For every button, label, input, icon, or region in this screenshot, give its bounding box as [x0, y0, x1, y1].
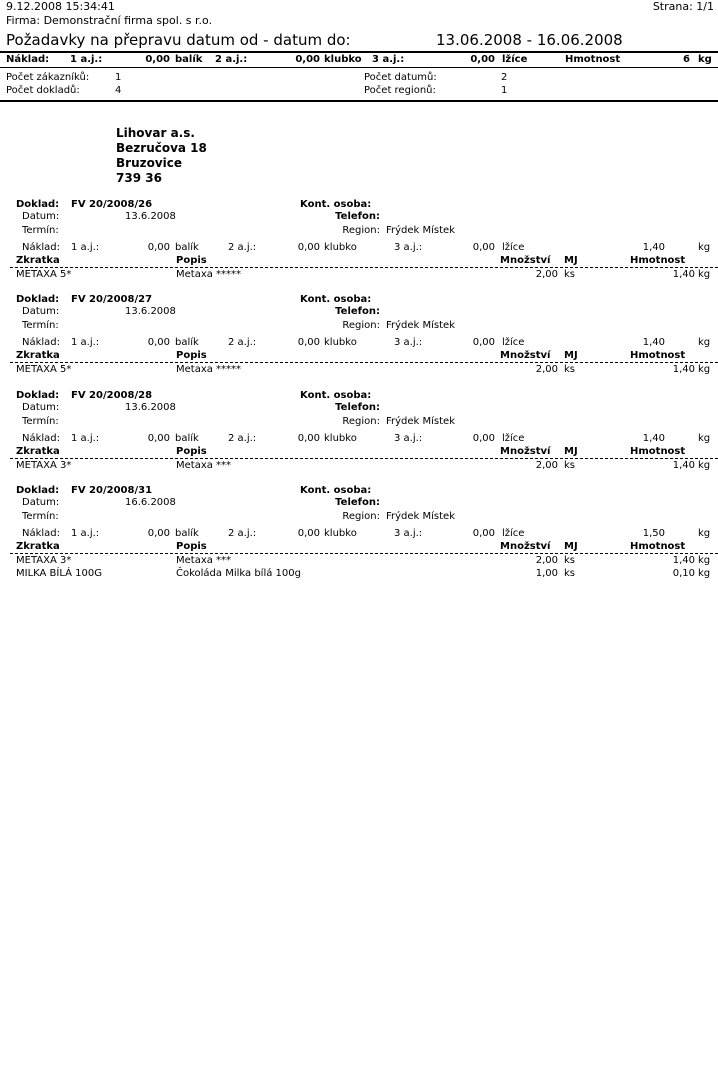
- item-unit: kg: [698, 568, 711, 579]
- naklad-unit2-name: klubko: [324, 242, 357, 253]
- col-mnozstvi-header: Množství: [500, 350, 551, 361]
- summary-unit2-value: 0,00: [295, 54, 320, 65]
- item-unit: kg: [698, 269, 711, 280]
- datum-value: 16.6.2008: [125, 497, 176, 508]
- page-number: Strana: 1/1: [652, 0, 714, 13]
- telefon-label: Telefon:: [335, 402, 380, 413]
- dates-count-label: Počet datumů:: [364, 72, 437, 83]
- telefon-label: Telefon:: [335, 306, 380, 317]
- naklad-unit3-value: 0,00: [472, 242, 495, 253]
- col-hmotnost-header: Hmotnost: [630, 541, 686, 552]
- col-popis-header: Popis: [176, 350, 207, 361]
- naklad-unit2-label: 2 a.j.:: [228, 337, 257, 348]
- summary-unit3-name: lžíce: [502, 54, 528, 65]
- naklad-unit2-label: 2 a.j.:: [228, 433, 257, 444]
- item-unit: kg: [698, 364, 711, 375]
- regions-count-label: Počet regionů:: [364, 85, 436, 96]
- col-mj-header: MJ: [564, 541, 578, 552]
- item-unit: kg: [698, 460, 711, 471]
- naklad-unit2-label: 2 a.j.:: [228, 528, 257, 539]
- naklad-unit1-label: 1 a.j.:: [71, 242, 100, 253]
- item-weight: 0,10: [672, 568, 695, 579]
- customer-street: Bezručova 18: [116, 141, 207, 155]
- naklad-unit2-name: klubko: [324, 528, 357, 539]
- doklad-number: FV 20/2008/27: [71, 294, 153, 305]
- summary-unit1-label: 1 a.j.:: [70, 54, 103, 65]
- table-header-rule: [10, 362, 718, 363]
- col-mj-header: MJ: [564, 446, 578, 457]
- item-desc: Metaxa *****: [176, 269, 242, 280]
- item-unit: kg: [698, 555, 711, 566]
- table-header-rule: [10, 553, 718, 554]
- item-weight: 1,40: [672, 460, 695, 471]
- item-mj: ks: [564, 364, 576, 375]
- col-zkratka-header: Zkratka: [16, 446, 60, 457]
- item-qty: 2,00: [535, 269, 558, 280]
- naklad-unit2-value: 0,00: [297, 242, 320, 253]
- naklad-unit1-label: 1 a.j.:: [71, 528, 100, 539]
- region-value: Frýdek Místek: [386, 416, 456, 427]
- firm-name: Firma: Demonstrační firma spol. s r.o.: [6, 14, 213, 27]
- naklad-unit3-name: lžíce: [502, 337, 525, 348]
- naklad-unit1-value: 0,00: [147, 242, 170, 253]
- item-code: METAXA 3*: [16, 555, 72, 566]
- region-label: Region:: [342, 320, 380, 331]
- doklad-label: Doklad:: [16, 294, 60, 305]
- naklad-unit3-value: 0,00: [472, 337, 495, 348]
- customer-name: Lihovar a.s.: [116, 126, 195, 140]
- region-value: Frýdek Místek: [386, 511, 456, 522]
- naklad-unit3-label: 3 a.j.:: [394, 242, 423, 253]
- summary-unit2-label: 2 a.j.:: [215, 54, 248, 65]
- naklad-weight-value: 1,40: [642, 242, 665, 253]
- naklad-weight-unit: kg: [698, 433, 711, 444]
- header-rule: [0, 51, 718, 53]
- datum-label: Datum:: [22, 306, 60, 317]
- col-popis-header: Popis: [176, 255, 207, 266]
- table-header-rule: [10, 458, 718, 459]
- col-mj-header: MJ: [564, 350, 578, 361]
- item-code: METAXA 3*: [16, 460, 72, 471]
- item-qty: 2,00: [535, 364, 558, 375]
- datum-value: 13.6.2008: [125, 306, 176, 317]
- summary-unit1-value: 0,00: [145, 54, 170, 65]
- telefon-label: Telefon:: [335, 211, 380, 222]
- kont-osoba-label: Kont. osoba:: [300, 199, 372, 210]
- item-qty: 2,00: [535, 555, 558, 566]
- naklad-weight-value: 1,40: [642, 337, 665, 348]
- naklad-unit2-value: 0,00: [297, 433, 320, 444]
- item-qty: 2,00: [535, 460, 558, 471]
- item-qty: 1,00: [535, 568, 558, 579]
- col-popis-header: Popis: [176, 541, 207, 552]
- telefon-label: Telefon:: [335, 497, 380, 508]
- summary-rule: [0, 67, 718, 68]
- regions-count-value: 1: [501, 85, 508, 96]
- documents-count-value: 4: [115, 85, 122, 96]
- naklad-unit1-name: balík: [175, 242, 199, 253]
- naklad-unit3-name: lžíce: [502, 433, 525, 444]
- naklad-label: Náklad:: [22, 528, 61, 539]
- datum-label: Datum:: [22, 402, 60, 413]
- naklad-label: Náklad:: [22, 337, 61, 348]
- region-value: Frýdek Místek: [386, 320, 456, 331]
- customer-zip: 739 36: [116, 171, 162, 185]
- col-mnozstvi-header: Množství: [500, 255, 551, 266]
- col-mnozstvi-header: Množství: [500, 541, 551, 552]
- summary-weight-unit: kg: [698, 54, 712, 65]
- item-code: MILKA BÍLÁ 100G: [16, 568, 103, 579]
- naklad-unit2-name: klubko: [324, 337, 357, 348]
- item-mj: ks: [564, 568, 576, 579]
- item-weight: 1,40: [672, 364, 695, 375]
- naklad-unit2-name: klubko: [324, 433, 357, 444]
- naklad-label: Náklad:: [22, 433, 61, 444]
- kont-osoba-label: Kont. osoba:: [300, 390, 372, 401]
- naklad-unit1-name: balík: [175, 337, 199, 348]
- item-mj: ks: [564, 460, 576, 471]
- naklad-unit2-value: 0,00: [297, 337, 320, 348]
- naklad-unit1-label: 1 a.j.:: [71, 337, 100, 348]
- datum-label: Datum:: [22, 497, 60, 508]
- customer-city: Bruzovice: [116, 156, 183, 170]
- item-desc: Metaxa ***: [176, 555, 232, 566]
- naklad-unit3-name: lžíce: [502, 242, 525, 253]
- doklad-number: FV 20/2008/28: [71, 390, 153, 401]
- naklad-weight-value: 1,40: [642, 433, 665, 444]
- documents-count-label: Počet dokladů:: [6, 85, 80, 96]
- region-value: Frýdek Místek: [386, 225, 456, 236]
- customers-count-label: Počet zákazníků:: [6, 72, 90, 83]
- naklad-weight-unit: kg: [698, 337, 711, 348]
- col-hmotnost-header: Hmotnost: [630, 350, 686, 361]
- col-zkratka-header: Zkratka: [16, 350, 60, 361]
- item-code: METAXA 5*: [16, 364, 72, 375]
- naklad-unit2-label: 2 a.j.:: [228, 242, 257, 253]
- item-desc: Čokoláda Milka bílá 100g: [176, 568, 301, 579]
- naklad-unit3-name: lžíce: [502, 528, 525, 539]
- naklad-unit1-name: balík: [175, 528, 199, 539]
- naklad-unit1-value: 0,00: [147, 528, 170, 539]
- naklad-unit3-value: 0,00: [472, 528, 495, 539]
- doklad-label: Doklad:: [16, 485, 60, 496]
- summary-unit3-value: 0,00: [470, 54, 495, 65]
- naklad-unit3-value: 0,00: [472, 433, 495, 444]
- kont-osoba-label: Kont. osoba:: [300, 294, 372, 305]
- naklad-label: Náklad:: [22, 242, 61, 253]
- summary-weight-label: Hmotnost: [565, 54, 621, 65]
- item-mj: ks: [564, 269, 576, 280]
- summary-naklad-label: Náklad:: [6, 54, 50, 65]
- col-mj-header: MJ: [564, 255, 578, 266]
- doklad-number: FV 20/2008/26: [71, 199, 153, 210]
- termin-label: Termín:: [22, 225, 59, 236]
- doklad-label: Doklad:: [16, 390, 60, 401]
- col-mnozstvi-header: Množství: [500, 446, 551, 457]
- naklad-unit3-label: 3 a.j.:: [394, 528, 423, 539]
- naklad-unit1-value: 0,00: [147, 337, 170, 348]
- naklad-weight-value: 1,50: [642, 528, 665, 539]
- report-title: Požadavky na přepravu datum od - datum do:: [6, 31, 351, 49]
- datum-value: 13.6.2008: [125, 402, 176, 413]
- dates-count-value: 2: [501, 72, 508, 83]
- naklad-weight-unit: kg: [698, 528, 711, 539]
- summary-unit2-name: klubko: [324, 54, 362, 65]
- naklad-unit3-label: 3 a.j.:: [394, 433, 423, 444]
- naklad-unit1-name: balík: [175, 433, 199, 444]
- customers-count-value: 1: [115, 72, 122, 83]
- item-weight: 1,40: [672, 555, 695, 566]
- termin-label: Termín:: [22, 320, 59, 331]
- doklad-number: FV 20/2008/31: [71, 485, 153, 496]
- summary-weight-value: 6: [683, 54, 690, 65]
- naklad-unit2-value: 0,00: [297, 528, 320, 539]
- item-mj: ks: [564, 555, 576, 566]
- item-weight: 1,40: [672, 269, 695, 280]
- region-label: Region:: [342, 225, 380, 236]
- report-date-range: 13.06.2008 - 16.06.2008: [436, 31, 623, 49]
- summary-unit3-label: 3 a.j.:: [372, 54, 405, 65]
- datum-label: Datum:: [22, 211, 60, 222]
- col-popis-header: Popis: [176, 446, 207, 457]
- naklad-unit1-label: 1 a.j.:: [71, 433, 100, 444]
- region-label: Region:: [342, 511, 380, 522]
- termin-label: Termín:: [22, 416, 59, 427]
- table-header-rule: [10, 267, 718, 268]
- summary-unit1-name: balík: [175, 54, 203, 65]
- naklad-unit3-label: 3 a.j.:: [394, 337, 423, 348]
- termin-label: Termín:: [22, 511, 59, 522]
- item-code: METAXA 5*: [16, 269, 72, 280]
- naklad-unit1-value: 0,00: [147, 433, 170, 444]
- print-datetime: 9.12.2008 15:34:41: [6, 0, 115, 13]
- col-hmotnost-header: Hmotnost: [630, 446, 686, 457]
- col-hmotnost-header: Hmotnost: [630, 255, 686, 266]
- region-label: Region:: [342, 416, 380, 427]
- col-zkratka-header: Zkratka: [16, 541, 60, 552]
- item-desc: Metaxa *****: [176, 364, 242, 375]
- datum-value: 13.6.2008: [125, 211, 176, 222]
- naklad-weight-unit: kg: [698, 242, 711, 253]
- item-desc: Metaxa ***: [176, 460, 232, 471]
- doklad-label: Doklad:: [16, 199, 60, 210]
- col-zkratka-header: Zkratka: [16, 255, 60, 266]
- counts-rule: [0, 100, 718, 102]
- kont-osoba-label: Kont. osoba:: [300, 485, 372, 496]
